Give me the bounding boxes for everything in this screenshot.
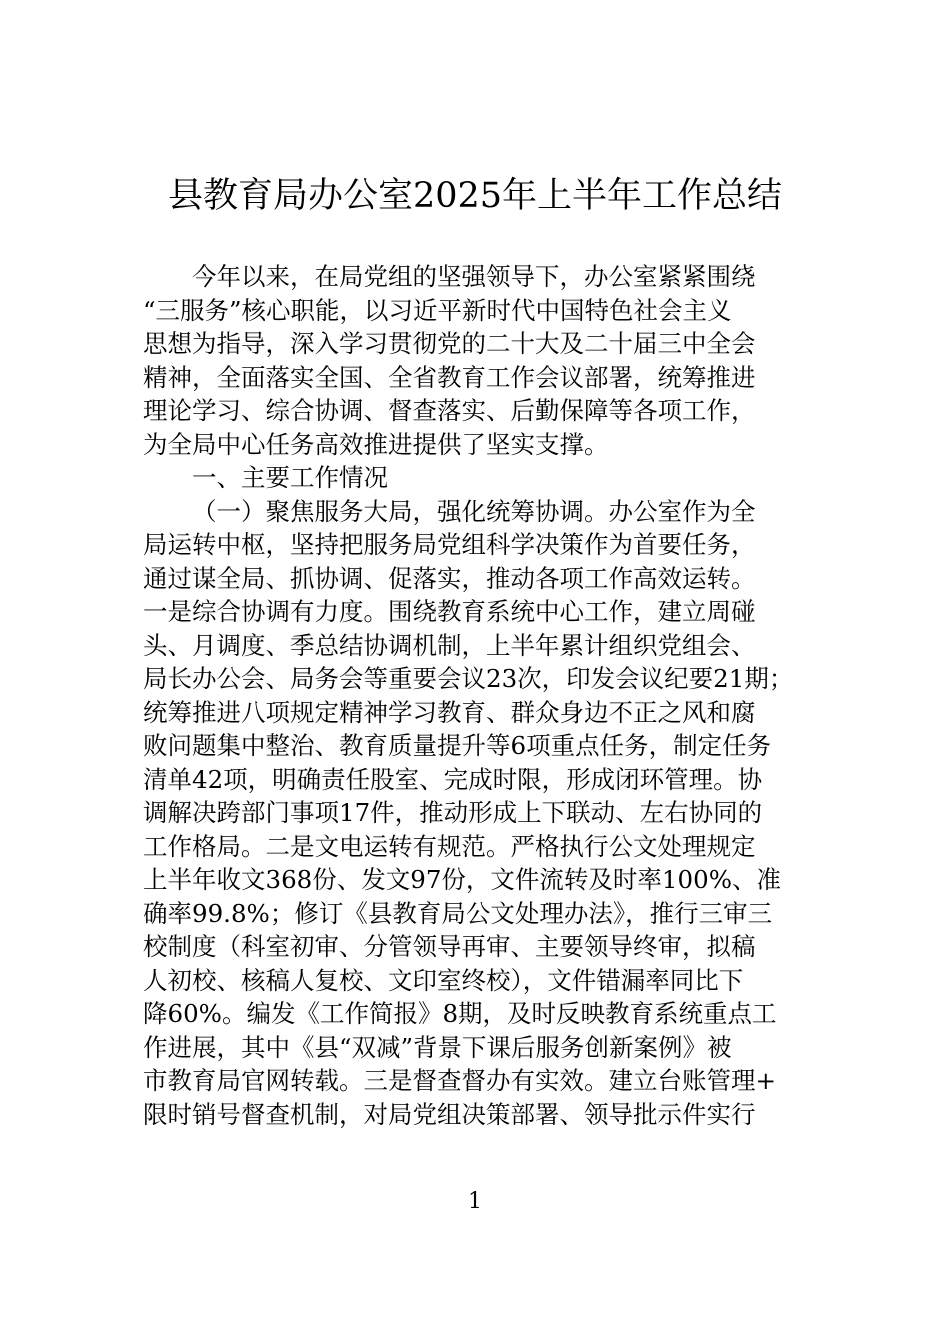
body-line: “三服务”核心职能，以习近平新时代中国特色社会主义 [143, 295, 732, 325]
body-line: 局运转中枢，坚持把服务局党组科学决策作为首要任务， [143, 530, 756, 559]
body-line: 清单42项，明确责任股室、完成时限，形成闭环管理。协 [143, 764, 763, 794]
subsection-heading: （一）聚焦服务大局，强化统筹协调。办公室作为全 [192, 496, 756, 526]
document-body [143, 260, 823, 1131]
body-line: 市教育局官网转载。三是督查督办有实效。建立台账管理+ [143, 1066, 777, 1095]
body-line: 思想为指导，深入学习贯彻党的二十大及二十届三中全会 [143, 329, 756, 358]
body-line: 统筹推进八项规定精神学习教育、群众身边不正之风和腐 [143, 697, 756, 727]
body-line: 头、月调度、季总结协调机制，上半年累计组织党组会、 [143, 630, 756, 660]
body-line: 工作格局。二是文电运转有规范。严格执行公文处理规定 [143, 831, 756, 861]
body-line: 限时销号督查机制，对局党组决策部署、领导批示件实行 [143, 1099, 756, 1129]
body-line: 一是综合协调有力度。围绕教育系统中心工作，建立周碰 [143, 597, 756, 626]
document-title: 县教育局办公室2025年上半年工作总结 [167, 176, 783, 216]
body-line: 作进展，其中《县“双减”背景下课后服务创新案例》被 [143, 1032, 732, 1062]
page-number: 1 [468, 1189, 482, 1214]
body-line: 精神，全面落实全国、全省教育工作会议部署，统筹推进 [143, 362, 756, 392]
body-line: 上半年收文368份、发文97份，文件流转及时率100%、准 [143, 865, 781, 894]
body-line: 调解决跨部门事项17件，推动形成上下联动、左右协同的 [143, 798, 763, 827]
body-line: 通过谋全局、抓协调、促落实，推动各项工作高效运转。 [143, 563, 756, 593]
body-line: 今年以来，在局党组的坚强领导下，办公室紧紧围绕 [192, 262, 756, 291]
body-line: 校制度（科室初审、分管领导再审、主要领导终审，拟稿 [143, 932, 756, 961]
body-line: 理论学习、综合协调、督查落实、后勤保障等各项工作， [143, 396, 756, 425]
body-line: 败问题集中整治、教育质量提升等6项重点任务，制定任务 [143, 731, 772, 760]
body-line: 确率99.8%；修订《县教育局公文处理办法》，推行三审三 [143, 898, 773, 928]
body-line: 局长办公会、局务会等重要会议23次，印发会议纪要21期； [143, 664, 794, 693]
body-line: 为全局中心任务高效推进提供了坚实支撑。 [143, 429, 609, 459]
body-line: 人初校、核稿人复校、文印室终校），文件错漏率同比下 [143, 965, 744, 995]
section-heading: 一、主要工作情况 [192, 463, 388, 492]
body-line: 降60%。编发《工作简报》8期，及时反映教育系统重点工 [143, 999, 777, 1028]
